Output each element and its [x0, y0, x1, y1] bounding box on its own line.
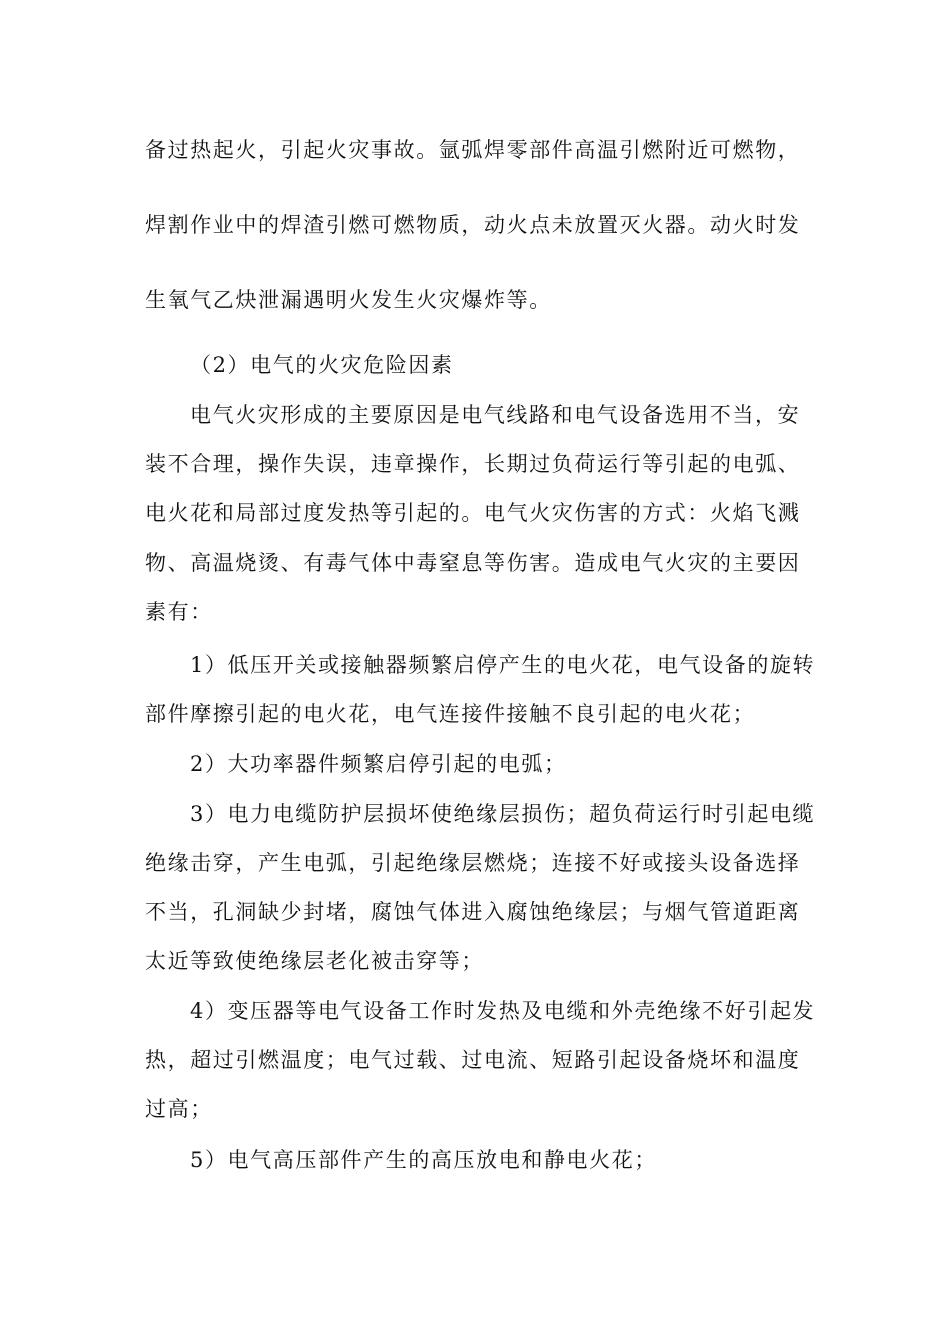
text-line: 物、高温烧烫、有毒气体中毒窒息等伤害。造成电气火灾的主要因: [145, 551, 801, 575]
text-line: 备过热起火，引起火灾事故。氩弧焊零部件高温引燃附近可燃物，: [145, 138, 801, 162]
text-line: 热，超过引燃温度；电气过载、过电流、短路引起设备烧坏和温度: [145, 1048, 801, 1072]
text-line: 电火花和局部过度发热等引起的。电气火灾伤害的方式：火焰飞溅: [145, 501, 801, 525]
list-item-1: 1）低压开关或接触器频繁启停产生的电火花，电气设备的旋转: [190, 653, 816, 677]
section-heading: （2）电气的火灾危险因素: [190, 353, 454, 377]
text-line: 部件摩擦引起的电火花，电气连接件接触不良引起的电火花；: [145, 702, 756, 726]
text-line: 装不合理，操作失误，违章操作，长期过负荷运行等引起的电弧、: [145, 452, 801, 476]
list-item-2: 2）大功率器件频繁启停引起的电弧；: [190, 752, 567, 776]
text-line: 绝缘击穿，产生电弧，引起绝缘层燃烧；连接不好或接头设备选择: [145, 851, 801, 875]
text-line: 素有：: [145, 600, 213, 624]
paragraph-first-line: 电气火灾形成的主要原因是电气线路和电气设备选用不当，安: [190, 403, 801, 427]
text-line: 太近等致使绝缘层老化被击穿等；: [145, 949, 484, 973]
list-item-3: 3）电力电缆防护层损坏使绝缘层损伤；超负荷运行时引起电缆: [190, 802, 816, 826]
text-line: 生氧气乙炔泄漏遇明火发生火灾爆炸等。: [145, 288, 552, 312]
text-line: 不当，孔洞缺少封堵，腐蚀气体进入腐蚀绝缘层；与烟气管道距离: [145, 900, 801, 924]
list-item-4: 4）变压器等电气设备工作时发热及电缆和外壳绝缘不好引起发: [190, 999, 816, 1023]
list-item-5: 5）电气高压部件产生的高压放电和静电火花；: [190, 1148, 657, 1172]
text-line: 焊割作业中的焊渣引燃可燃物质，动火点未放置灭火器。动火时发: [145, 213, 801, 237]
text-line: 过高；: [145, 1097, 213, 1121]
